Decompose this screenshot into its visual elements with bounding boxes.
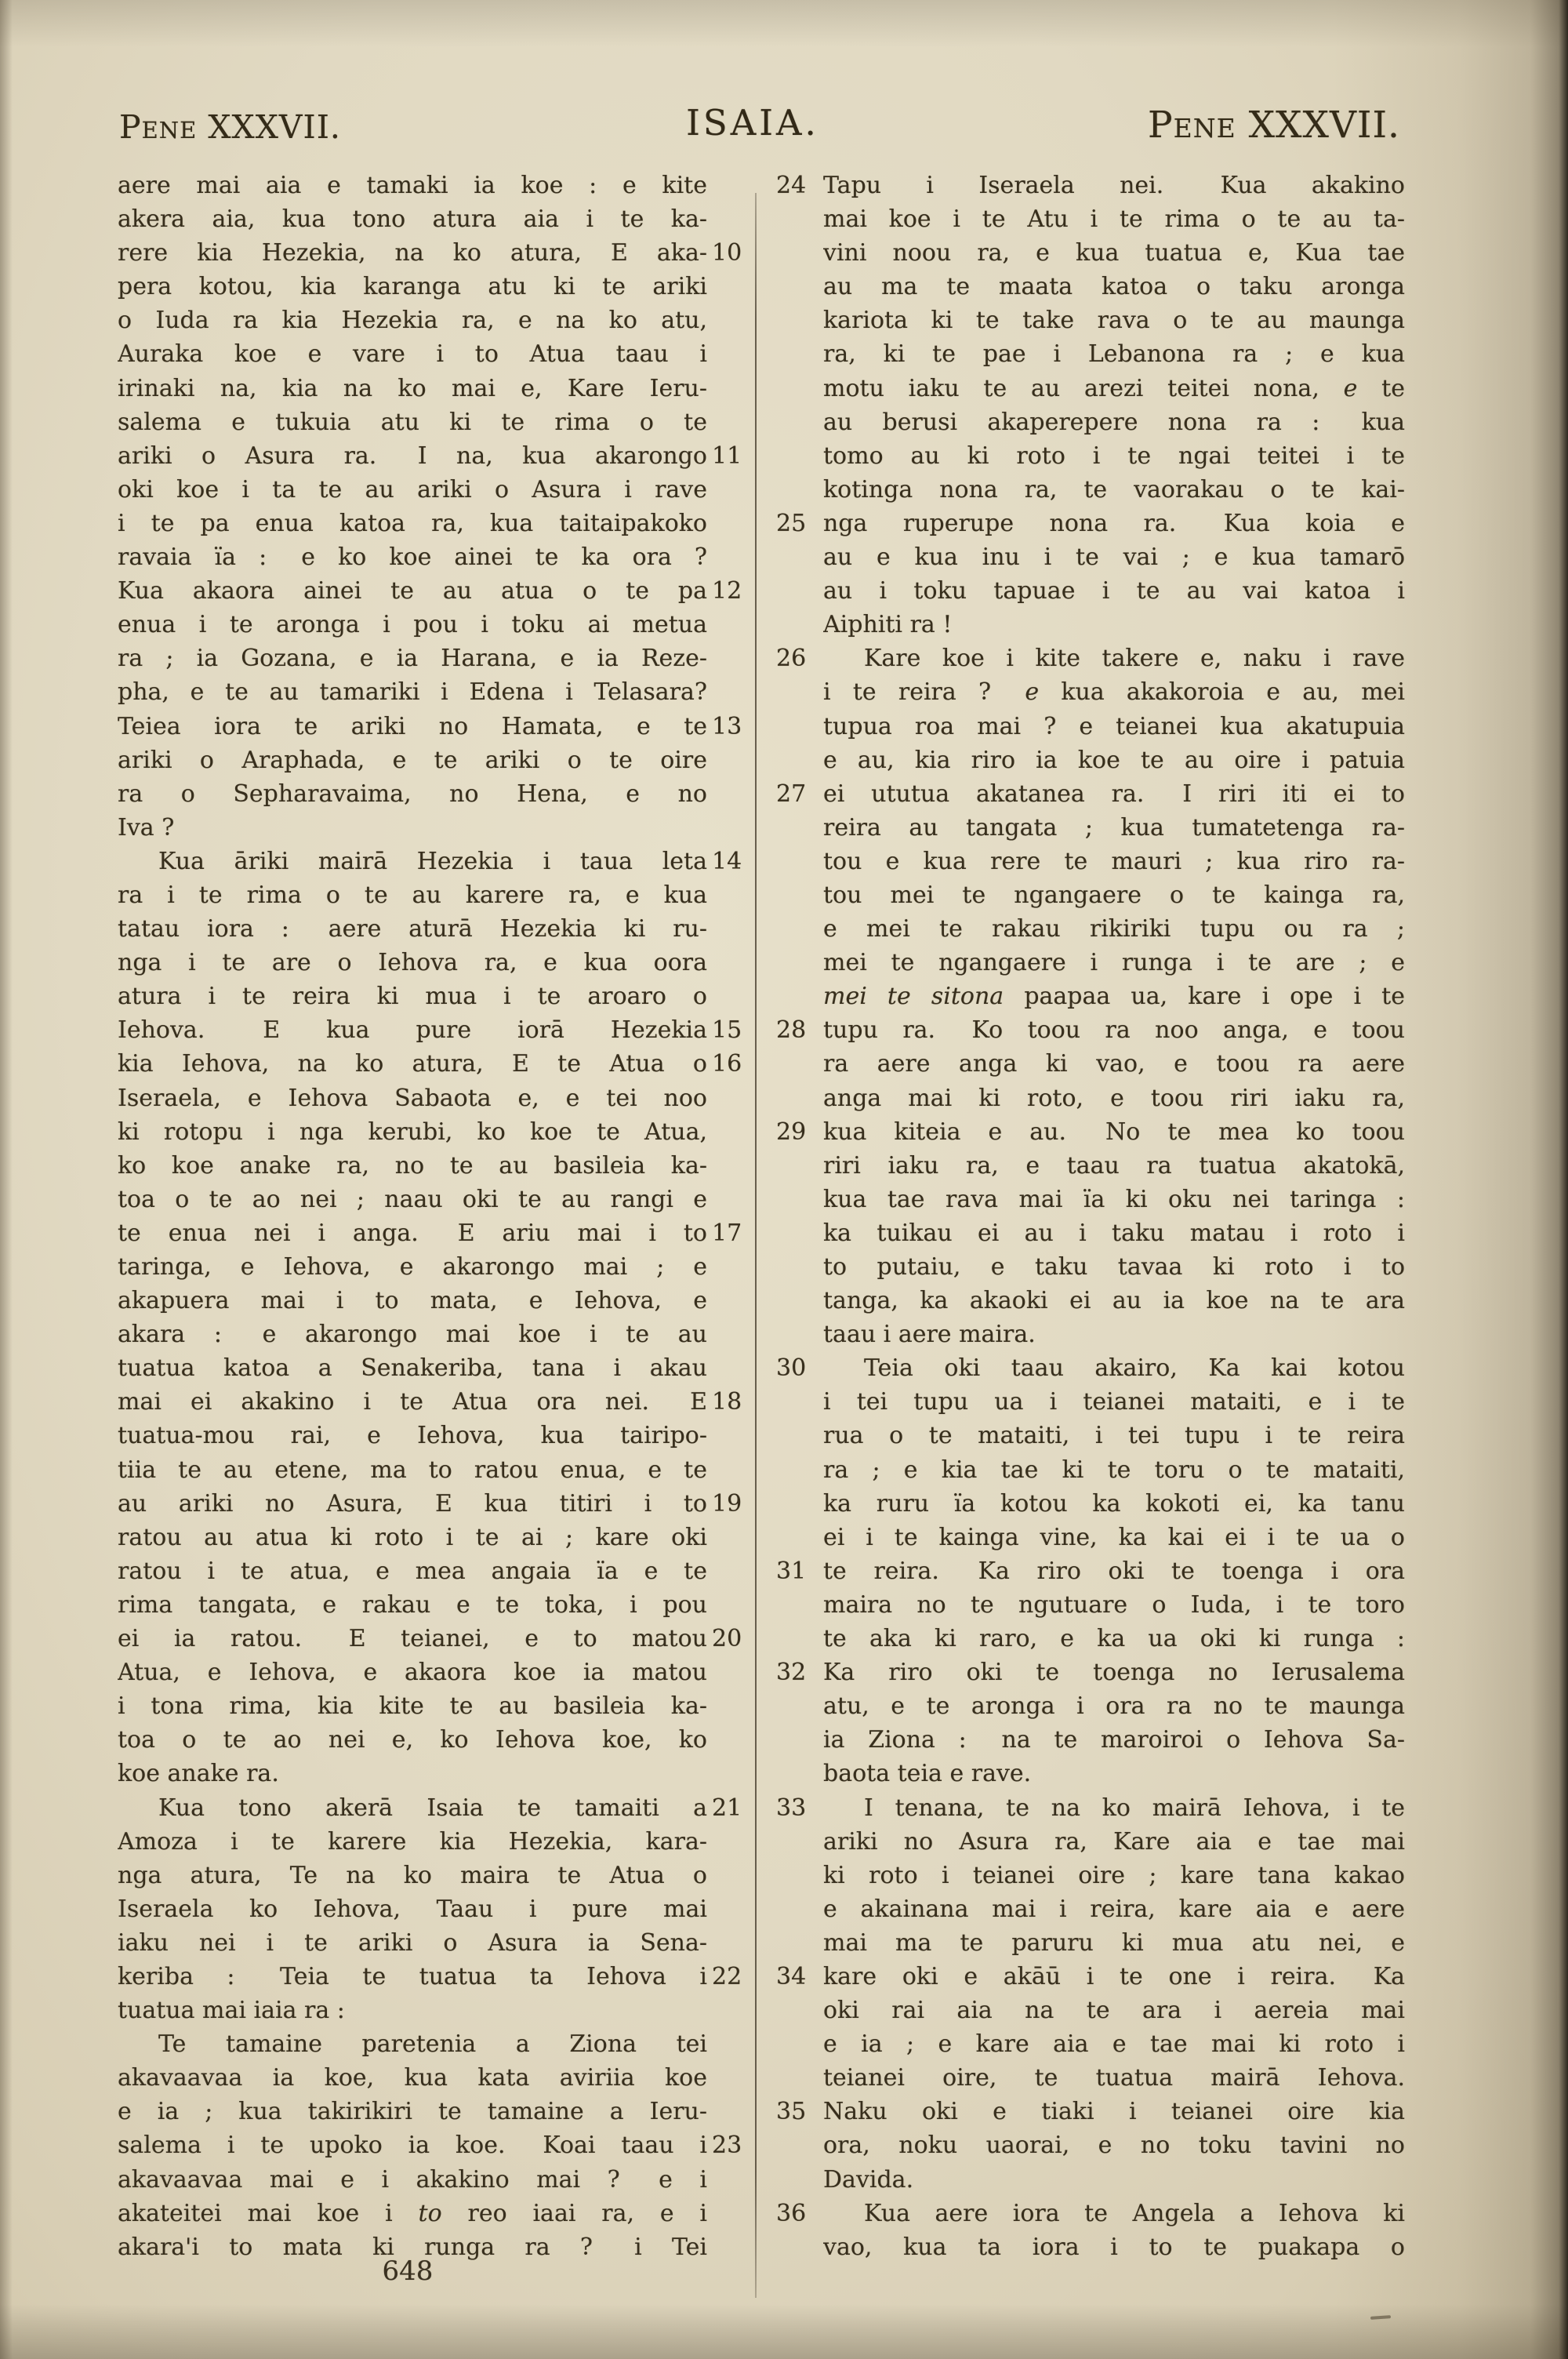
verse-text: keriba : Teia te tuatua ta Iehova i bbox=[118, 1962, 707, 1990]
text-line bbox=[775, 1453, 1406, 1487]
verse-text: tatau iora : aere aturā Hezekia ki ru- bbox=[118, 915, 707, 943]
verse-number: 27 bbox=[776, 780, 807, 808]
verse-text: pera kotou, kia karanga atu ki te ariki bbox=[118, 273, 707, 301]
text-line bbox=[775, 2095, 1406, 2128]
text-line bbox=[775, 1216, 1406, 1250]
text-line bbox=[775, 304, 1406, 337]
verse-text: i tei tupu ua i teianei mataiti, e i te bbox=[823, 1388, 1405, 1416]
verse-number: 10 bbox=[712, 239, 742, 267]
verse-text: Davida. bbox=[823, 2165, 914, 2194]
verse-text: Kare koe i kite takere e, naku i rave bbox=[864, 645, 1405, 673]
text-line bbox=[775, 1115, 1406, 1149]
text-line bbox=[775, 1554, 1406, 1588]
text-line bbox=[775, 980, 1406, 1013]
verse-text: kotinga nona ra, te vaorakau o te kai- bbox=[823, 475, 1405, 503]
verse-text: oki rai aia na te ara i aereia mai bbox=[823, 1997, 1405, 2025]
verse-text: tou e kua rere te mauri ; kua riro ra- bbox=[823, 847, 1405, 875]
text-line bbox=[775, 1081, 1406, 1115]
verse-text: toa o te ao nei e, ko Iehova koe, ko bbox=[118, 1726, 707, 1754]
text-line bbox=[775, 878, 1406, 912]
text-line bbox=[775, 1994, 1406, 2027]
verse-text: aere mai aia e tamaki ia koe : e kite bbox=[118, 172, 707, 199]
text-line bbox=[118, 845, 754, 878]
verse-text: au berusi akaperepere nona ra : kua bbox=[823, 408, 1405, 436]
verse-text: au i toku tapuae i te au vai katoa i bbox=[823, 577, 1405, 605]
verse-text: vini noou ra, e kua tuatua e, Kua tae bbox=[823, 239, 1405, 267]
text-line bbox=[775, 337, 1406, 371]
text-line bbox=[775, 1892, 1406, 1926]
text-line bbox=[775, 2197, 1406, 2230]
page-title: ISAIA. bbox=[686, 102, 819, 144]
text-line bbox=[118, 608, 754, 642]
verse-text: i te pa enua katoa ra, kua taitaipakoko bbox=[118, 509, 707, 537]
text-line bbox=[118, 202, 754, 236]
text-line bbox=[775, 1419, 1406, 1452]
text-line bbox=[118, 304, 754, 337]
verse-text: salema i te upoko ia koe. Koai taau i bbox=[118, 2132, 707, 2160]
verse-number: 24 bbox=[776, 172, 807, 199]
verse-number: 31 bbox=[776, 1557, 807, 1585]
text-line bbox=[118, 642, 754, 675]
text-line bbox=[775, 1723, 1406, 1757]
verse-text: rua o te mataiti, i tei tupu i te reira bbox=[823, 1422, 1405, 1450]
verse-text: atura i te reira ki mua i te aroaro o bbox=[118, 983, 707, 1011]
verse-text: tuatua mai iaia ra : bbox=[118, 1997, 345, 2025]
verse-number: 29 bbox=[776, 1118, 807, 1146]
verse-text: maira no te ngutuare o Iuda, i te toro bbox=[823, 1590, 1405, 1619]
text-line bbox=[775, 710, 1406, 743]
text-line bbox=[775, 202, 1406, 236]
verse-text: nga i te are o Iehova ra, e kua oora bbox=[118, 949, 707, 977]
text-line bbox=[118, 1115, 754, 1149]
text-line bbox=[775, 1351, 1406, 1385]
text-line bbox=[118, 1892, 754, 1926]
text-line bbox=[118, 1013, 754, 1047]
verse-number: 18 bbox=[712, 1388, 742, 1416]
verse-text: au ma te maata katoa o taku aronga bbox=[823, 273, 1405, 301]
verse-text: ko koe anake ra, no te au basileia ka- bbox=[118, 1151, 707, 1180]
text-line bbox=[775, 743, 1406, 777]
verse-text: e mei te rakau rikiriki tupu ou ra ; bbox=[823, 915, 1405, 943]
verse-text: taau i aere maira. bbox=[823, 1321, 1036, 1349]
verse-text: ra ; ia Gozana, e ia Harana, e ia Reze- bbox=[118, 645, 707, 673]
text-line bbox=[775, 777, 1406, 811]
text-line bbox=[775, 1825, 1406, 1859]
verse-text: nga ruperupe nona ra. Kua koia e bbox=[823, 509, 1405, 537]
text-line bbox=[118, 1284, 754, 1318]
text-line bbox=[118, 1047, 754, 1081]
verse-text: Teiea iora te ariki no Hamata, e te bbox=[118, 712, 707, 740]
verse-text: mai koe i te Atu i te rima o te au ta- bbox=[823, 205, 1405, 234]
text-line bbox=[118, 878, 754, 912]
text-line bbox=[775, 608, 1406, 642]
text-line bbox=[775, 1757, 1406, 1790]
verse-number: 11 bbox=[712, 442, 742, 470]
text-line bbox=[118, 540, 754, 574]
text-line bbox=[118, 1960, 754, 1994]
verse-number: 28 bbox=[776, 1016, 807, 1045]
text-line bbox=[118, 1453, 754, 1487]
verse-text: irinaki na, kia na ko mai e, Kare Ieru- bbox=[118, 374, 707, 402]
verse-text: ei i te kainga vine, ka kai ei i te ua o bbox=[823, 1523, 1405, 1551]
text-line bbox=[118, 1622, 754, 1656]
verse-text: Kua āriki mairā Hezekia i taua leta bbox=[158, 847, 707, 875]
text-line bbox=[775, 540, 1406, 574]
text-line bbox=[118, 236, 754, 270]
verse-number: 23 bbox=[712, 2132, 742, 2160]
text-line bbox=[775, 1859, 1406, 1892]
text-line bbox=[118, 2163, 754, 2197]
verse-text: tomo au ki roto i te ngai teitei i te bbox=[823, 442, 1405, 470]
verse-text: e akainana mai i reira, kare aia e aere bbox=[823, 1895, 1405, 1923]
verse-text: atu, e te aronga i ora ra no te maunga bbox=[823, 1692, 1405, 1721]
text-line bbox=[118, 1656, 754, 1689]
text-line bbox=[118, 1825, 754, 1859]
text-line bbox=[118, 1318, 754, 1351]
verse-text: ra o Sepharavaima, no Hena, e no bbox=[118, 780, 707, 808]
verse-number: 17 bbox=[712, 1219, 742, 1247]
verse-text: tou mei te ngangaere o te kainga ra, bbox=[823, 881, 1405, 909]
verse-text: koe anake ra. bbox=[118, 1760, 279, 1788]
text-line bbox=[775, 675, 1406, 709]
verse-text: o Iuda ra kia Hezekia ra, e na ko atu, bbox=[118, 307, 707, 335]
verse-text: teianei oire, te tuatua mairā Iehova. bbox=[823, 2064, 1405, 2092]
verse-text: tuatua katoa a Senakeriba, tana i akau bbox=[118, 1354, 707, 1383]
verse-number: 15 bbox=[712, 1016, 742, 1045]
verse-text: akara : e akarongo mai koe i te au bbox=[118, 1321, 707, 1349]
verse-text: Teia oki taau akairo, Ka kai kotou bbox=[864, 1354, 1405, 1383]
verse-text: kua kiteia e au. No te mea ko toou bbox=[823, 1118, 1405, 1146]
text-line bbox=[118, 2027, 754, 2061]
verse-text: ka ruru ïa kotou ka kokoti ei, ka tanu bbox=[823, 1489, 1405, 1518]
text-line bbox=[118, 675, 754, 709]
text-line bbox=[118, 2061, 754, 2095]
running-header bbox=[0, 102, 1568, 157]
verse-text: rere kia Hezekia, na ko atura, E aka- bbox=[118, 239, 707, 267]
verse-text: iaku nei i te ariki o Asura ia Sena- bbox=[118, 1928, 707, 1957]
verse-number: 33 bbox=[776, 1794, 807, 1822]
verse-text: i tona rima, kia kite te au basileia ka- bbox=[118, 1692, 707, 1721]
text-line bbox=[118, 1926, 754, 1960]
text-line bbox=[775, 1791, 1406, 1825]
verse-text: kia Iehova, na ko atura, E te Atua o bbox=[118, 1050, 707, 1078]
verse-text: oki koe i ta te au ariki o Asura i rave bbox=[118, 475, 707, 503]
verse-text: Atua, e Iehova, e akaora koe ia matou bbox=[118, 1659, 707, 1687]
verse-text: ki roto i teianei oire ; kare tana kakao bbox=[823, 1861, 1405, 1889]
verse-text: anga mai ki roto, e toou riri iaku ra, bbox=[823, 1084, 1405, 1112]
text-line bbox=[775, 1622, 1406, 1656]
text-line bbox=[118, 1723, 754, 1757]
verse-text: ra ; e kia tae ki te toru o te mataiti, bbox=[823, 1456, 1405, 1484]
text-line bbox=[118, 1149, 754, 1183]
text-line bbox=[775, 2163, 1406, 2197]
verse-text: ei ia ratou. E teianei, e to matou bbox=[118, 1625, 707, 1653]
text-line bbox=[118, 1351, 754, 1385]
text-line bbox=[118, 405, 754, 439]
page-number: 648 bbox=[382, 2255, 434, 2287]
verse-text: ora, noku uaorai, e no toku tavini no bbox=[823, 2132, 1405, 2160]
verse-text: mei te sitona paapaa ua, kare i ope i te bbox=[823, 983, 1405, 1011]
verse-number: 26 bbox=[776, 645, 807, 673]
text-line bbox=[775, 372, 1406, 405]
text-line bbox=[775, 2027, 1406, 2061]
text-line bbox=[775, 1318, 1406, 1351]
verse-text: riri iaku ra, e taau ra tuatua akatokā, bbox=[823, 1151, 1405, 1180]
text-line bbox=[118, 439, 754, 473]
text-line bbox=[775, 1013, 1406, 1047]
verse-text: tupu ra. Ko toou ra noo anga, e toou bbox=[823, 1016, 1405, 1045]
verse-number: 22 bbox=[712, 1962, 742, 1990]
verse-text: Iva ? bbox=[118, 813, 175, 841]
text-line bbox=[118, 1216, 754, 1250]
text-line bbox=[775, 2230, 1406, 2264]
verse-text: Aiphiti ra ! bbox=[823, 611, 953, 639]
verse-text: kua tae rava mai ïa ki oku nei taringa : bbox=[823, 1185, 1405, 1213]
text-line bbox=[118, 1791, 754, 1825]
verse-number: 12 bbox=[712, 577, 742, 605]
verse-text: to putaiu, e taku tavaa ki roto i to bbox=[823, 1253, 1405, 1281]
verse-text: ka tuikau ei au i taku matau i roto i bbox=[823, 1219, 1405, 1247]
verse-number: 13 bbox=[712, 712, 742, 740]
verse-text: Kua tono akerā Isaia te tamaiti a bbox=[158, 1794, 707, 1822]
verse-text: ki rotopu i nga kerubi, ko koe te Atua, bbox=[118, 1118, 707, 1146]
verse-text: tupua roa mai ? e teianei kua akatupuia bbox=[823, 712, 1405, 740]
text-line bbox=[118, 946, 754, 980]
text-line bbox=[775, 1588, 1406, 1622]
text-line bbox=[775, 1926, 1406, 1960]
text-line bbox=[775, 1385, 1406, 1419]
text-line bbox=[118, 1521, 754, 1554]
text-line bbox=[118, 710, 754, 743]
text-line bbox=[118, 1419, 754, 1452]
verse-text: Te tamaine paretenia a Ziona tei bbox=[158, 2030, 707, 2059]
verse-text: tuatua-mou rai, e Iehova, kua tairipo- bbox=[118, 1422, 707, 1450]
verse-number: 36 bbox=[776, 2199, 807, 2227]
text-line bbox=[118, 1250, 754, 1284]
verse-text: Auraka koe e vare i to Atua taau i bbox=[118, 340, 707, 369]
verse-number: 35 bbox=[776, 2098, 807, 2126]
text-line bbox=[118, 1183, 754, 1216]
verse-number: 14 bbox=[712, 847, 742, 875]
verse-number: 20 bbox=[712, 1625, 742, 1653]
verse-text: reira au tangata ; kua tumatetenga ra- bbox=[823, 813, 1405, 841]
verse-text: akavaavaa mai e i akakino mai ? e i bbox=[118, 2165, 707, 2194]
verse-text: ratou i te atua, e mea angaia ïa e te bbox=[118, 1557, 707, 1585]
verse-number: 25 bbox=[776, 509, 807, 537]
text-line bbox=[775, 1250, 1406, 1284]
verse-text: nga atura, Te na ko maira te Atua o bbox=[118, 1861, 707, 1889]
text-line bbox=[775, 1149, 1406, 1183]
header-chapter-left: Pene XXXVII. bbox=[119, 108, 341, 146]
text-line bbox=[118, 507, 754, 540]
text-line bbox=[118, 1757, 754, 1790]
text-line bbox=[118, 337, 754, 371]
verse-text: mei te ngangaere i runga i te are ; e bbox=[823, 949, 1405, 977]
verse-text: ei ututua akatanea ra. I riri iti ei to bbox=[823, 780, 1405, 808]
text-line bbox=[775, 1047, 1406, 1081]
text-line bbox=[118, 574, 754, 608]
text-line bbox=[775, 1487, 1406, 1521]
verse-text: salema e tukuia atu ki te rima o te bbox=[118, 408, 707, 436]
text-line bbox=[775, 2128, 1406, 2162]
text-line bbox=[118, 2095, 754, 2128]
text-line bbox=[118, 2128, 754, 2162]
verse-text: te enua nei i anga. E ariu mai i to bbox=[118, 1219, 707, 1247]
text-line bbox=[775, 473, 1406, 507]
verse-text: ariki o Asura ra. I na, kua akarongo bbox=[118, 442, 707, 470]
text-line bbox=[118, 1588, 754, 1622]
verse-text: e ia ; e kare aia e tae mai ki roto i bbox=[823, 2030, 1405, 2059]
verse-text: au e kua inu i te vai ; e kua tamarō bbox=[823, 543, 1405, 572]
verse-text: Ka riro oki te toenga no Ierusalema bbox=[823, 1659, 1405, 1687]
text-line bbox=[775, 912, 1406, 946]
text-line bbox=[118, 743, 754, 777]
verse-text: e ia ; kua takirikiri te tamaine a Ieru- bbox=[118, 2098, 707, 2126]
verse-text: mai ma te paruru ki mua atu nei, e bbox=[823, 1928, 1405, 1957]
text-line bbox=[775, 574, 1406, 608]
verse-number: 21 bbox=[712, 1794, 742, 1822]
text-line bbox=[118, 777, 754, 811]
text-line bbox=[775, 1960, 1406, 1994]
verse-text: rima tangata, e rakau e te toka, i pou bbox=[118, 1590, 707, 1619]
text-column-right bbox=[775, 169, 1406, 2264]
verse-text: akera aia, kua tono atura aia i te ka- bbox=[118, 205, 707, 234]
text-line bbox=[775, 169, 1406, 202]
verse-text: tiia te au etene, ma to ratou enua, e te bbox=[118, 1456, 707, 1484]
verse-text: baota teia e rave. bbox=[823, 1760, 1032, 1788]
verse-text: ra aere anga ki vao, e toou ra aere bbox=[823, 1050, 1405, 1078]
verse-text: pha, e te au tamariki i Edena i Telasara? bbox=[118, 678, 707, 707]
text-line bbox=[775, 236, 1406, 270]
verse-text: I tenana, te na ko mairā Iehova, i te bbox=[864, 1794, 1405, 1822]
text-line bbox=[118, 980, 754, 1013]
verse-text: Tapu i Iseraela nei. Kua akakino bbox=[823, 172, 1405, 199]
text-line bbox=[118, 372, 754, 405]
verse-number: 30 bbox=[776, 1354, 807, 1383]
verse-text: Amoza i te karere kia Hezekia, kara- bbox=[118, 1827, 707, 1856]
verse-text: au ariki no Asura, E kua titiri i to bbox=[118, 1489, 707, 1518]
text-column-left bbox=[118, 169, 754, 2264]
text-line bbox=[118, 1081, 754, 1115]
verse-text: kare oki e akāū i te one i reira. Ka bbox=[823, 1962, 1405, 1990]
verse-text: enua i te aronga i pou i toku ai metua bbox=[118, 611, 707, 639]
verse-text: te aka ki raro, e ka ua oki ki runga : bbox=[823, 1625, 1405, 1653]
verse-text: ra i te rima o te au karere ra, e kua bbox=[118, 881, 707, 909]
verse-text: ravaia ïa : e ko koe ainei te ka ora ? bbox=[118, 543, 707, 572]
ink-smudge bbox=[1370, 2315, 1391, 2320]
verse-text: te reira. Ka riro oki te toenga i ora bbox=[823, 1557, 1405, 1585]
text-line bbox=[118, 2197, 754, 2230]
text-line bbox=[118, 912, 754, 946]
verse-text: mai ei akakino i te Atua ora nei. E bbox=[118, 1388, 707, 1416]
text-line bbox=[118, 1994, 754, 2027]
verse-text: ariki o Araphada, e te ariki o te oire bbox=[118, 746, 707, 774]
verse-text: i te reira ? e kua akakoroia e au, mei bbox=[823, 678, 1405, 707]
verse-text: Kua akaora ainei te au atua o te pa bbox=[118, 577, 707, 605]
text-line bbox=[775, 1183, 1406, 1216]
verse-text: Iseraela, e Iehova Sabaota e, e tei noo bbox=[118, 1084, 707, 1112]
verse-number: 19 bbox=[712, 1489, 742, 1518]
text-line bbox=[118, 1554, 754, 1588]
verse-text: toa o te ao nei ; naau oki te au rangi e bbox=[118, 1185, 707, 1213]
text-line bbox=[118, 1487, 754, 1521]
text-line bbox=[118, 169, 754, 202]
verse-text: akapuera mai i to mata, e Iehova, e bbox=[118, 1287, 707, 1315]
verse-text: ariki no Asura ra, Kare aia e tae mai bbox=[823, 1827, 1405, 1856]
column-divider bbox=[755, 193, 757, 2298]
text-line bbox=[775, 642, 1406, 675]
verse-text: motu iaku te au arezi teitei nona, e te bbox=[823, 374, 1405, 402]
text-line bbox=[775, 507, 1406, 540]
verse-text: akara'i to mata ki runga ra ? i Tei bbox=[118, 2233, 707, 2261]
text-line bbox=[775, 439, 1406, 473]
verse-text: ratou au atua ki roto i te ai ; kare oki bbox=[118, 1523, 707, 1551]
text-line bbox=[775, 270, 1406, 304]
verse-text: akateitei mai koe i to reo iaai ra, e i bbox=[118, 2199, 707, 2227]
text-line bbox=[775, 845, 1406, 878]
text-line bbox=[775, 1521, 1406, 1554]
text-line bbox=[775, 1656, 1406, 1689]
verse-text: taringa, e Iehova, e akarongo mai ; e bbox=[118, 1253, 707, 1281]
text-line bbox=[775, 1689, 1406, 1723]
text-line bbox=[118, 1859, 754, 1892]
verse-text: Kua aere iora te Angela a Iehova ki bbox=[864, 2199, 1405, 2227]
text-line bbox=[775, 2061, 1406, 2095]
verse-text: akavaavaa ia koe, kua kata aviriia koe bbox=[118, 2064, 707, 2092]
verse-number: 16 bbox=[712, 1050, 742, 1078]
text-line bbox=[775, 405, 1406, 439]
text-line bbox=[118, 1385, 754, 1419]
text-line bbox=[118, 270, 754, 304]
verse-text: Iseraela ko Iehova, Taau i pure mai bbox=[118, 1895, 707, 1923]
verse-text: ia Ziona : na te maroiroi o Iehova Sa- bbox=[823, 1726, 1405, 1754]
verse-text: Iehova. E kua pure iorā Hezekia bbox=[118, 1016, 707, 1045]
text-line bbox=[775, 946, 1406, 980]
verse-text: kariota ki te take rava o te au maunga bbox=[823, 307, 1405, 335]
text-line bbox=[118, 1689, 754, 1723]
text-line bbox=[118, 811, 754, 845]
verse-text: vao, kua ta iora i to te puakapa o bbox=[823, 2233, 1405, 2261]
verse-text: e au, kia riro ia koe te au oire i patuia bbox=[823, 746, 1405, 774]
verse-number: 32 bbox=[776, 1659, 807, 1687]
verse-text: Naku oki e tiaki i teianei oire kia bbox=[823, 2098, 1405, 2126]
verse-text: tanga, ka akaoki ei au ia koe na te ara bbox=[823, 1287, 1405, 1315]
text-line bbox=[118, 473, 754, 507]
text-line bbox=[775, 1284, 1406, 1318]
text-line bbox=[775, 811, 1406, 845]
verse-text: ra, ki te pae i Lebanona ra ; e kua bbox=[823, 340, 1405, 369]
verse-number: 34 bbox=[776, 1962, 807, 1990]
header-chapter-right: Pene XXXVII. bbox=[1147, 104, 1400, 147]
